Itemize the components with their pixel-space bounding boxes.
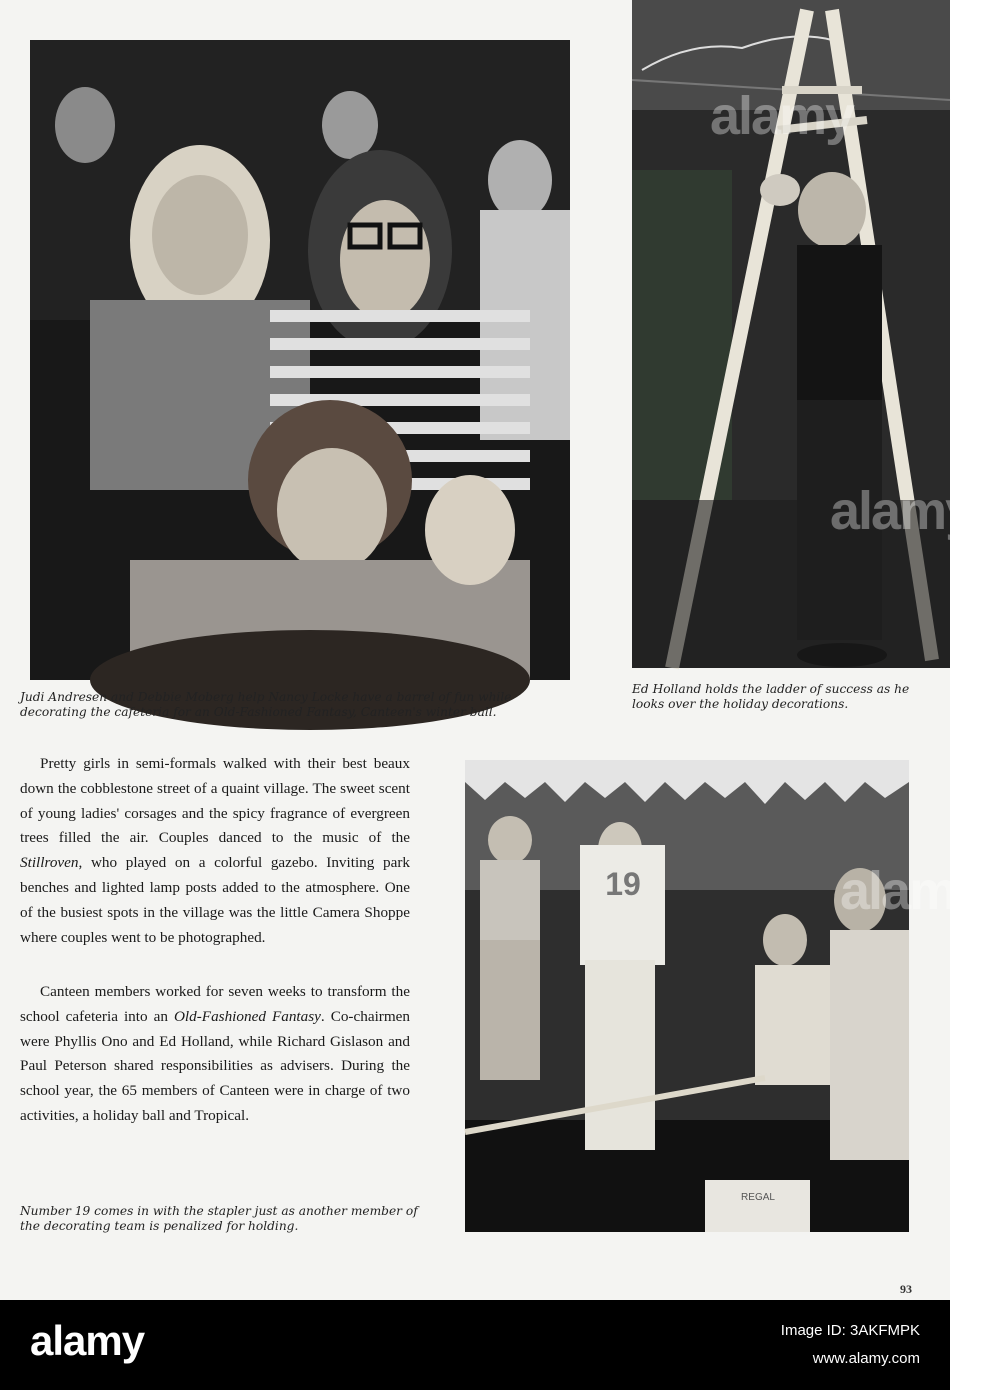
watermark-logo: alamy <box>30 1317 145 1364</box>
watermark-overlay-2: alamy <box>830 481 974 541</box>
watermark-image-id: Image ID: 3AKFMPK <box>780 1322 920 1339</box>
article-paragraph-2: Canteen members worked for seven weeks to transform the school cafeteria into an Old-Fashioned Fantasy. Co-chairmen were Phyllis Ono and Ed Holland, while Richard Gislason and Paul Peterson shared responsibilities as advisers. During the school year, the 65 members of Canteen were in charge of two activities, a holiday ball and Tropical. <box>20 983 410 1124</box>
watermark-overlay-3: alamy <box>840 861 983 921</box>
photo-girls-barrel <box>30 40 570 680</box>
caption-girls-barrel: Judi Andresen and Debbie Moberg help Nancy Locke have a barrel of fun while decorating the cafeteria for an Old-Fashioned Fantasy, Canteen's winter ball. <box>20 690 512 719</box>
box-label: REGAL <box>741 1192 775 1203</box>
jersey-number: 19 <box>605 866 641 902</box>
page-number: 93 <box>900 1282 912 1296</box>
caption-decorating-team: Number 19 comes in with the stapler just as another member of the decorating team is penalized for holding. <box>20 1204 418 1233</box>
photo-decorating-team <box>465 760 909 1232</box>
article-paragraph-1: Pretty girls in semi-formals walked with their best beaux down the cobblestone street of a quaint village. The sweet scent of young ladies' corsages and the spicy fragrance of evergreen trees filled the air. Couples danced to the music of the Stillroven, who played on a colorful gazebo. Inviting park benches and lighted lamp posts added to the atmosphere. One of the busiest spots in the village was the little Camera Shoppe where couples went to be photographed. <box>20 755 410 946</box>
watermark-url: www.alamy.com <box>812 1350 920 1367</box>
photo-ladder <box>632 0 950 668</box>
watermark-overlay-1: alamy <box>710 86 854 146</box>
caption-ladder: Ed Holland holds the ladder of success as he looks over the holiday decorations. <box>632 682 910 711</box>
